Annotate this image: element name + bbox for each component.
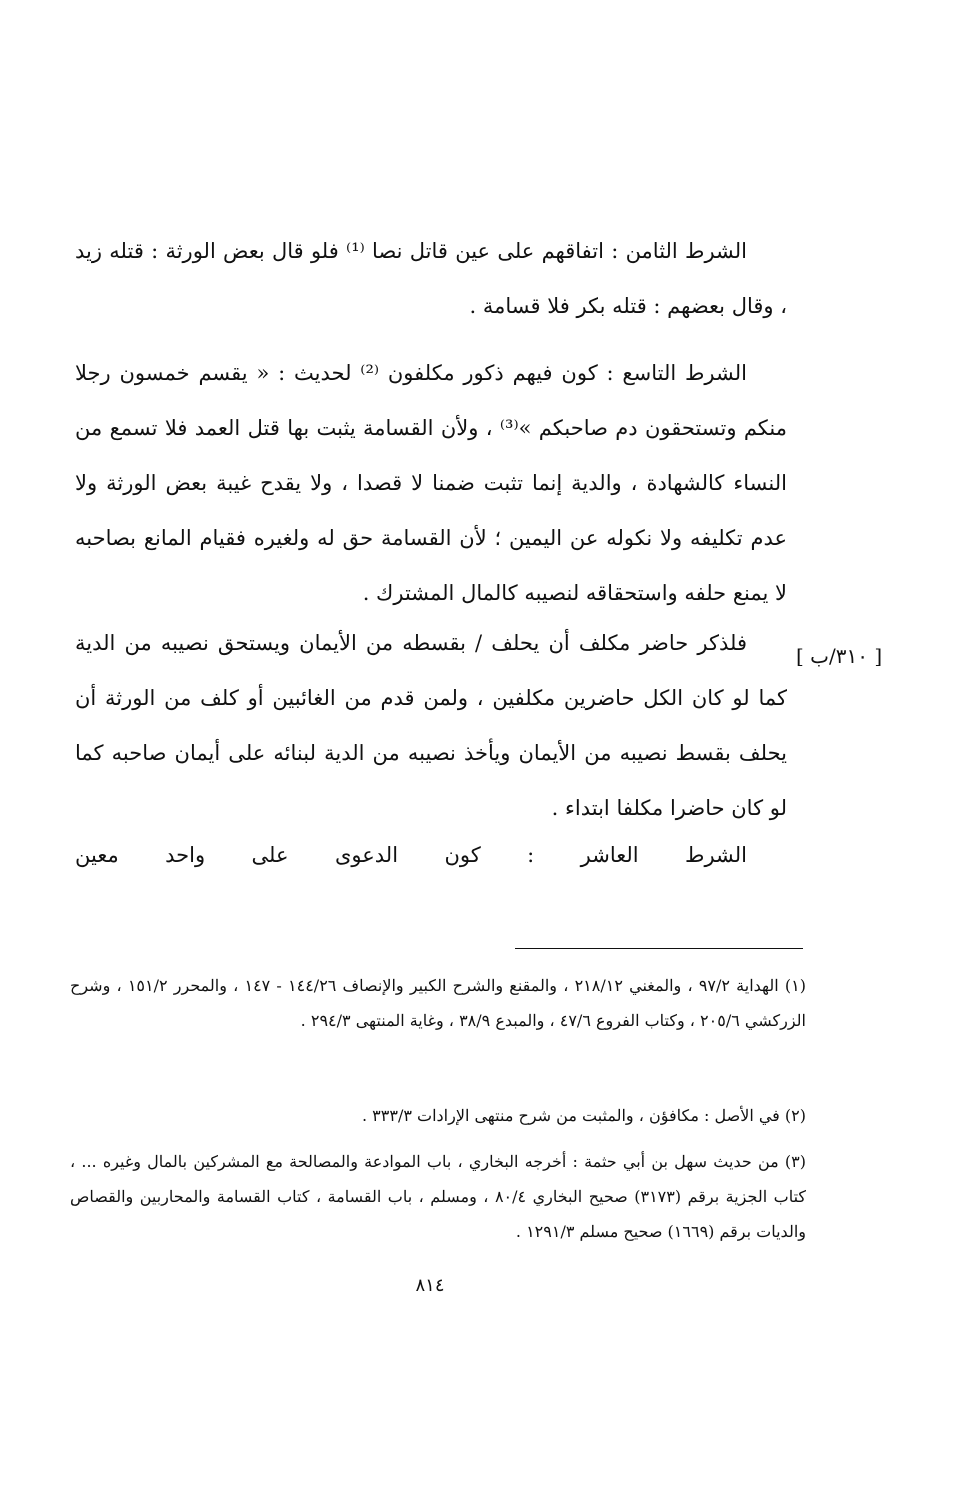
- paragraph-absent-heirs: فلذكر حاضر مكلف أن يحلف / بقسطه من الأيمان ويستحق نصيبه من الدية كما لو كان الكل حاضرين مكلفين ، ولمن قدم من الغائبين أو كلف من الورثة أن يحلف بقسط نصيبه من الأيمان ويأخذ نصيبه من الدية لبنائه على أيمان صاحبه كما لو كان حاضرا مكلفا ابتداء .: [75, 631, 787, 820]
- paragraph-condition-eight: الشرط الثامن : اتفاقهم على عين قاتل نصا ⁽¹⁾ فلو قال بعض الورثة : قتله زيد ، وقال بعضهم : قتله بكر فلا قسامة .: [75, 239, 787, 318]
- footnote-separator: [515, 948, 803, 949]
- page-number: ٨١٤: [415, 1275, 445, 1296]
- footnote-1: (١) الهداية ٩٧/٢ ، والمغني ٢١٨/١٢ ، والمقنع والشرح الكبير والإنصاف ١٤٤/٢٦ - ١٤٧ ، والمحرر ١٥١/٢ ، وشرح الزركشي ٢٠٥/٦ ، وكتاب الفروع ٤٧/٦ ، والمبدع ٣٨/٩ ، وغاية المنتهى ٢٩٤/٣ .: [70, 976, 806, 1030]
- manuscript-folio-marker: [ ٣١٠/ب ]: [796, 644, 883, 668]
- paragraph-condition-ten: الشرط العاشر : كون الدعوى على واحد معين: [75, 843, 747, 867]
- paragraph-condition-nine: الشرط التاسع : كون فيهم ذكور مكلفون ⁽²⁾ لحديث : « يقسم خمسون رجلا منكم وتستحقون دم صاحبكم »⁽³⁾ ، ولأن القسامة يثبت بها قتل العمد فلا تسمع من النساء كالشهادة ، والدية إنما تثبت ضمنا لا قصدا ، ولا يقدح غيبة بعض الورثة ولا عدم تكليفه ولا نكوله عن اليمين ؛ لأن القسامة حق له ولغيره فقيام المانع بصاحبه لا يمنع حلفه واستحقاقه لنصيبه كالمال المشترك .: [75, 361, 787, 605]
- footnote-2: (٢) في الأصل : مكافؤن ، والمثبت من شرح منتهى الإرادات ٣٣٣/٣ .: [361, 1106, 806, 1125]
- footnote-3: (٣) من حديث سهل بن أبي حثمة : أخرجه البخاري ، باب الموادعة والمصالحة مع المشركين بالمال وغيره ... ، كتاب الجزية برقم (٣١٧٣) صحيح البخاري ٨٠/٤ ، ومسلم ، باب القسامة ، كتاب القسامة والمحاربين والقصاص والديات برقم (١٦٦٩) صحيح مسلم ١٢٩١/٣ .: [70, 1152, 807, 1241]
